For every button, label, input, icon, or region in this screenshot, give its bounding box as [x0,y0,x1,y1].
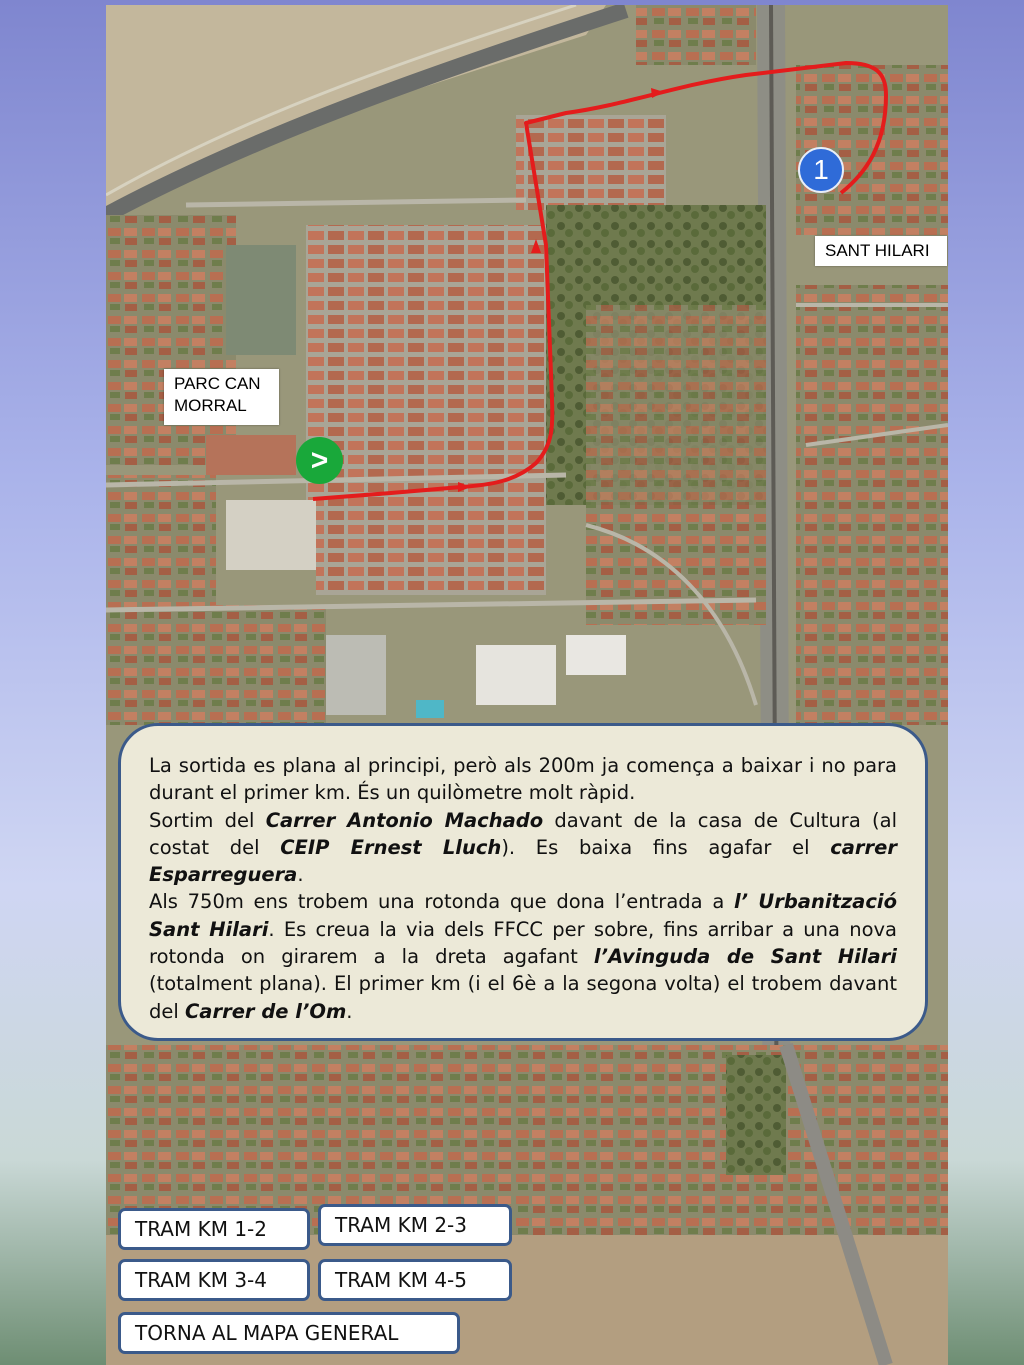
street-carrer-esparreguera: carrer Esparreguera [149,835,898,887]
text-segment: . [346,999,353,1023]
place-urbanitzacio-sant-hilari: l’ Urbanització Sant Hilari [149,890,897,941]
aerial-map [106,5,948,1365]
text-segment: . [297,863,304,887]
label-parc-line1: PARC CAN [174,374,261,393]
label-sant-hilari [815,236,947,266]
label-parc-can-morral [164,369,279,425]
description-paragraph-1: La sortida es plana al principi, però als 200m ja comença a baixar i no para durant el primer km. És un quilòmetre molt ràpid. [149,754,897,805]
street-carrer-antonio-machado: Carrer Antonio Machado [265,808,544,832]
start-marker [296,437,343,484]
text-segment: Als 750m ens trobem una rotonda que dona l’entrada a [149,890,734,914]
tram-km-2-3-button[interactable]: TRAM KM 2-3 [318,1204,512,1246]
text-segment: . Es creua la via dels FFCC per sobre, fins arribar a una nova rotonda on girarem a la dreta agafant [149,917,897,969]
street-avinguda-sant-hilari: l’Avinguda de Sant Hilari [593,945,897,969]
text-segment: ). Es baixa fins agafar el [501,835,831,859]
tram-km-3-4-button[interactable]: TRAM KM 3-4 [118,1259,310,1301]
aerial-map-graphic [106,5,948,1365]
text-segment: Sortim del [149,808,266,832]
label-parc-line2: MORRAL [174,396,247,415]
description-paragraph-2 [149,807,897,889]
text-segment: davant de la casa de Cultura (al costat del [149,808,897,859]
description-paragraph-3 [149,888,897,1024]
text-segment: (totalment plana). El primer km (i el 6è a la segona volta) el trobem davant del [149,972,897,1023]
km-1-marker-number: 1 [813,154,829,185]
back-to-general-map-button[interactable]: TORNA AL MAPA GENERAL [118,1312,460,1354]
label-sant-hilari-text: SANT HILARI [825,241,930,260]
tram-km-4-5-button[interactable]: TRAM KM 4-5 [318,1259,512,1301]
place-ceip-ernest-lluch: CEIP Ernest Lluch [280,835,502,859]
route-description [118,723,928,1041]
street-carrer-de-lom: Carrer de l’Om [185,999,347,1023]
start-marker-glyph: > [310,443,329,477]
km-1-marker [798,147,844,193]
tram-km-1-2-button[interactable]: TRAM KM 1-2 [118,1208,310,1250]
